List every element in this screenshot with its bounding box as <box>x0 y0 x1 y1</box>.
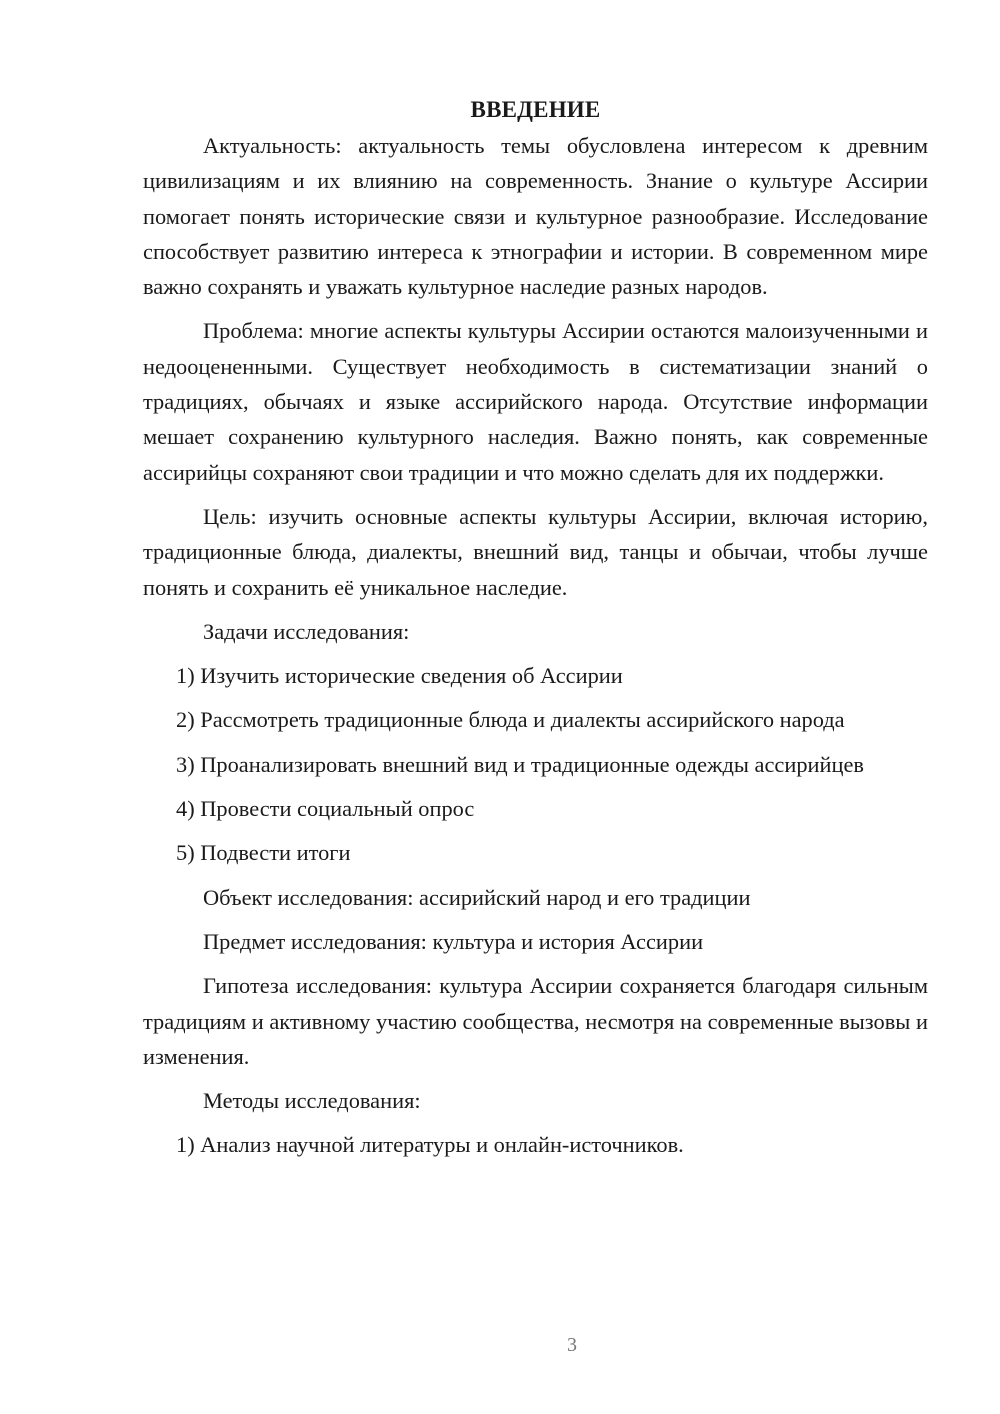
paragraph-hypothesis: Гипотеза исследования: культура Ассирии сохраняется благодаря сильным традициям и активному участию сообщества, несмотря на современные вызовы и изменения. <box>143 973 928 1069</box>
task-item: 1) Изучить исторические сведения об Ассирии <box>176 663 623 689</box>
paragraph-object: Объект исследования: ассирийский народ и его традиции <box>203 884 751 910</box>
task-item: 2) Рассмотреть традиционные блюда и диалекты ассирийского народа <box>176 707 845 733</box>
tasks-heading: Задачи исследования: <box>203 618 410 644</box>
task-item: 4) Провести социальный опрос <box>176 796 475 822</box>
paragraph-subject: Предмет исследования: культура и история Ассирии <box>203 928 704 954</box>
paragraph-relevance: Актуальность: актуальность темы обусловлена интересом к древним цивилизациям и их влиянию на современность. Знание о культуре Ассирии помогает понять исторические связи и культурное разнообразие. Исследование способствует развитию интереса к этнографии и истории. В современном мире важно сохранять и уважать культурное наследие разных народов. <box>143 133 928 300</box>
document-page <box>143 92 928 1172</box>
method-item: 1) Анализ научной литературы и онлайн-источников. <box>176 1132 684 1158</box>
page-number: 3 <box>567 1334 577 1356</box>
paragraph-problem: Проблема: многие аспекты культуры Ассирии остаются малоизученными и недооцененными. Существует необходимость в систематизации знаний о традициях, обычаях и языке ассирийского народа. Отсутствие информации мешает сохранению культурного наследия. Важно понять, как современные ассирийцы сохраняют свои традиции и что можно сделать для их поддержки. <box>143 318 928 485</box>
methods-heading: Методы исследования: <box>203 1088 421 1114</box>
section-title: ВВЕДЕНИЕ <box>470 97 601 122</box>
task-item: 3) Проанализировать внешний вид и традиционные одежды ассирийцев <box>176 751 864 777</box>
paragraph-goal: Цель: изучить основные аспекты культуры Ассирии, включая историю, традиционные блюда, диалекты, внешний вид, танцы и обычаи, чтобы лучше понять и сохранить её уникальное наследие. <box>143 503 928 600</box>
task-item: 5) Подвести итоги <box>176 840 351 866</box>
